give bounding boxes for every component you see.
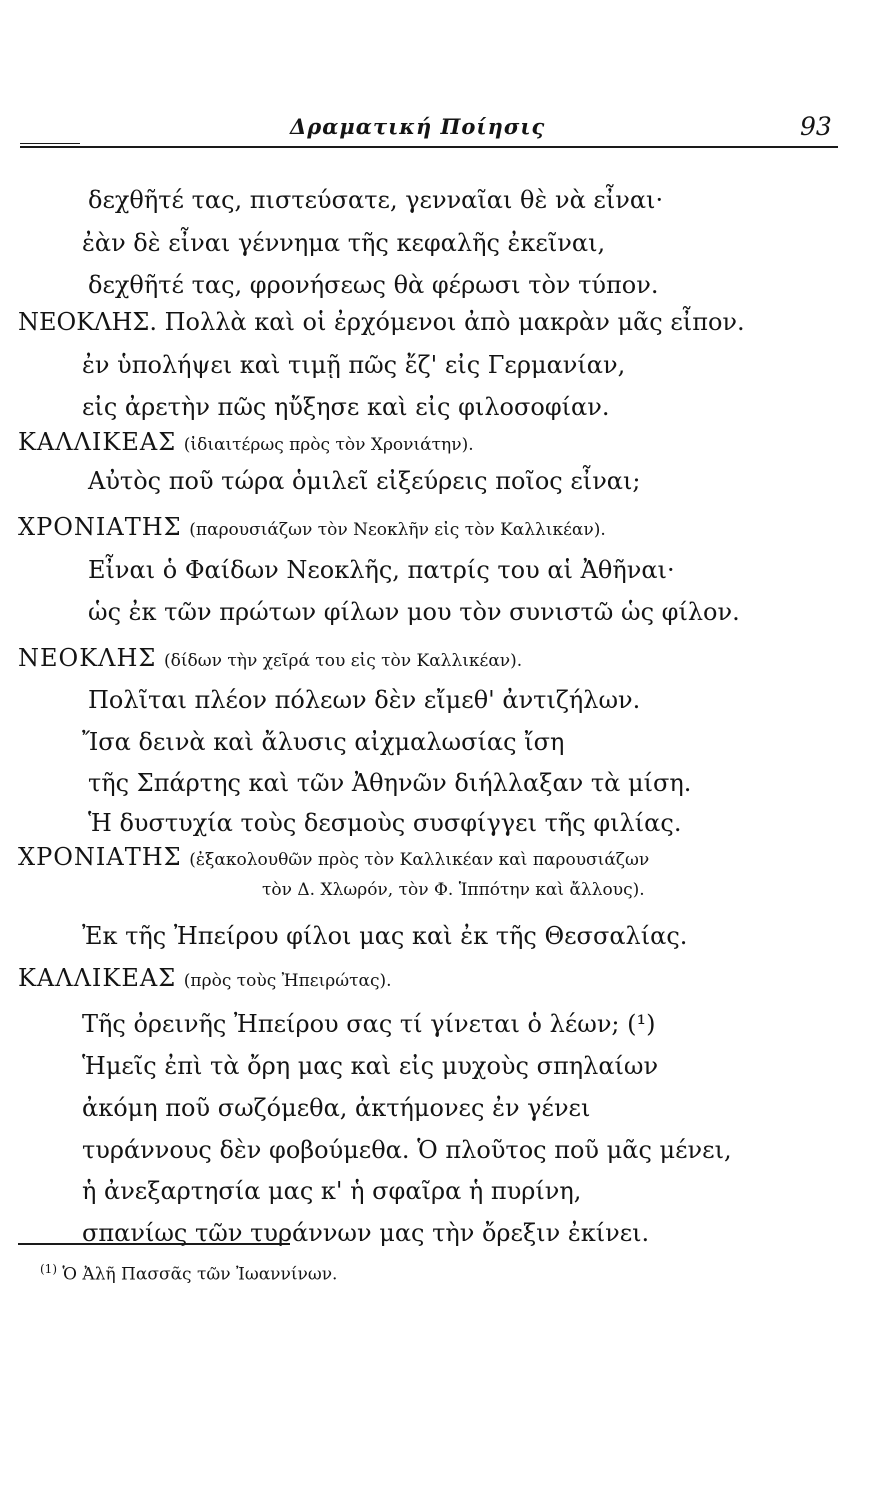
verse-line: σπανίως τῶν τυράννων μας τὴν ὄρεξιν ἐκίνει. <box>82 1219 650 1247</box>
stage-note: (ἐξακολουθῶν πρὸς τὸν Καλλικέαν καὶ παρουσιάζων <box>189 850 650 870</box>
stage-direction <box>18 427 474 460</box>
verse-line: Ἐκ τῆς Ἠπείρου φίλοι μας καὶ ἐκ τῆς Θεσσαλίας. <box>82 922 688 950</box>
verse-line: εἰς ἀρετὴν πῶς ηὔξησε καὶ εἰς φιλοσοφίαν. <box>82 393 610 421</box>
verse-line: Ἡ δυστυχία τοὺς δεσμοὺς συσφίγγει τῆς φιλίας. <box>88 809 682 837</box>
verse-line: ὡς ἐκ τῶν πρώτων φίλων μου τὸν συνιστῶ ὡς φίλον. <box>88 598 740 626</box>
verse-line: Τῆς ὀρεινῆς Ἠπείρου σας τί γίνεται ὁ λέων; (¹) <box>82 1010 656 1038</box>
verse-line: Ἴσα δεινὰ καὶ ἄλυσις αἰχμαλωσίας ἴση <box>82 728 565 756</box>
verse-line: Ἡμεῖς ἐπὶ τὰ ὄρη μας καὶ εἰς μυχοὺς σπηλαίων <box>82 1052 659 1080</box>
stage-note: (ἰδιαιτέρως πρὸς τὸν Χρονιάτην). <box>183 435 474 455</box>
verse-line: ἡ ἀνεξαρτησία μας κ' ἡ σφαῖρα ἡ πυρίνη, <box>82 1177 582 1205</box>
stage-direction <box>18 512 606 545</box>
verse-line: τυράννους δὲν φοβούμεθα. Ὁ πλοῦτος ποῦ μᾶς μένει, <box>82 1136 732 1164</box>
verse-line: ἐν ὑπολήψει καὶ τιμῇ πῶς ἔζ' εἰς Γερμανίαν, <box>82 351 626 379</box>
speaker-name: ΚΑΛΛΙΚΕΑΣ <box>18 428 177 456</box>
speaker-name: ΧΡΟΝΙΑΤΗΣ <box>18 513 182 541</box>
verse-line: Αὐτὸς ποῦ τώρα ὁμιλεῖ εἰξεύρεις ποῖος εἶναι; <box>88 467 641 495</box>
speaker-name: ΚΑΛΛΙΚΕΑΣ <box>18 964 177 992</box>
footnote <box>40 1262 337 1285</box>
stage-note: (παρουσιάζων τὸν Νεοκλῆν εἰς τὸν Καλλικέαν). <box>189 520 606 540</box>
verse-line: ἀκόμη ποῦ σωζόμεθα, ἀκτήμονες ἐν γένει <box>82 1094 591 1122</box>
verse-line: ἐὰν δὲ εἶναι γέννημα τῆς κεφαλῆς ἐκεῖναι, <box>82 229 606 257</box>
verse-line: δεχθῆτέ τας, πιστεύσατε, γενναῖαι θὲ νὰ εἶναι· <box>88 186 664 214</box>
stage-note-continuation: τὸν Δ. Χλωρόν, τὸν Φ. Ἱππότην καὶ ἄλλους). <box>262 880 645 900</box>
speaker-name: ΧΡΟΝΙΑΤΗΣ <box>18 843 182 871</box>
speaker-name: ΝΕΟΚΛΗΣ <box>18 644 157 672</box>
verse-line: ΝΕΟΚΛΗΣ. Πολλὰ καὶ οἱ ἐρχόμενοι ἀπὸ μακρὰν μᾶς εἶπον. <box>18 308 745 336</box>
header-rule <box>20 146 838 148</box>
stage-direction <box>18 842 649 875</box>
stage-direction <box>18 963 392 996</box>
header-rule-short <box>20 143 80 144</box>
stage-direction <box>18 643 522 676</box>
verse-line: δεχθῆτέ τας, φρονήσεως θὰ φέρωσι τὸν τύπον. <box>88 271 659 299</box>
footnote-rule <box>18 1243 290 1245</box>
stage-note: (δίδων τὴν χεῖρά του εἰς τὸν Καλλικέαν). <box>164 651 523 671</box>
page-number: 93 <box>800 112 832 141</box>
verse-line: Εἶναι ὁ Φαίδων Νεοκλῆς, πατρίς του αἱ Ἀθῆναι· <box>88 556 675 584</box>
running-title: Δραματική Ποίησις <box>290 114 546 139</box>
footnote-text: Ὁ Ἀλῆ Πασσᾶς τῶν Ἰωαννίνων. <box>62 1264 338 1285</box>
verse-line: τῆς Σπάρτης καὶ τῶν Ἀθηνῶν διήλλαξαν τὰ μίση. <box>88 769 692 797</box>
stage-note: (πρὸς τοὺς Ἠπειρώτας). <box>183 971 392 991</box>
verse-line: Πολῖται πλέον πόλεων δὲν εἴμεθ' ἀντιζήλων. <box>88 686 641 714</box>
footnote-marker: (1) <box>40 1262 57 1276</box>
